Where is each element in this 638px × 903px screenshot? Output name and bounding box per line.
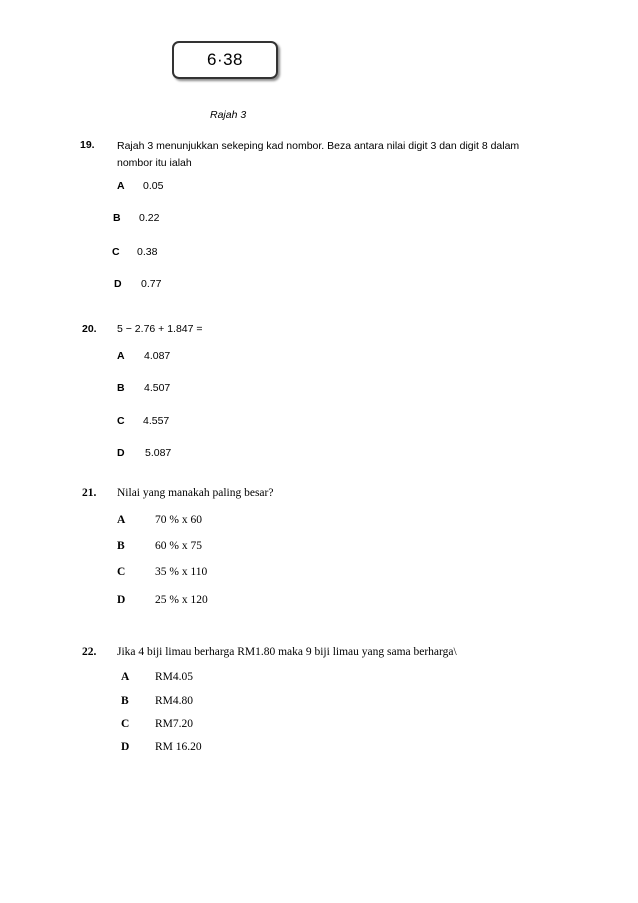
question-19-option-b-letter: B — [113, 212, 121, 224]
question-20-option-d-text: 5.087 — [145, 447, 172, 459]
question-21-option-c-letter: C — [117, 566, 126, 578]
question-19-option-c-text: 0.38 — [137, 246, 158, 258]
question-21-option-d-text: 25 % x 120 — [155, 594, 208, 606]
question-22-option-b-text: RM4.80 — [155, 695, 194, 707]
card-value: 6·38 — [206, 50, 244, 69]
question-20-option-d-letter: D — [117, 447, 125, 459]
question-22-option-c-letter: C — [121, 718, 130, 730]
number-card — [172, 41, 278, 79]
question-21-option-a-letter: A — [117, 514, 126, 526]
question-22-option-a-letter: A — [121, 671, 130, 683]
question-21-option-b-text: 60 % x 75 — [155, 540, 202, 552]
question-19-option-a-letter: A — [117, 180, 125, 192]
question-22-option-d-letter: D — [121, 741, 130, 753]
question-19-option-d-letter: D — [114, 278, 122, 290]
question-22-option-a-text: RM4.05 — [155, 671, 194, 683]
question-21-option-d-letter: D — [117, 594, 126, 606]
question-20-number: 20. — [82, 323, 97, 335]
question-22-number: 22. — [82, 646, 97, 658]
question-20-stem: 5 − 2.76 + 1.847 = — [117, 323, 203, 335]
question-22-option-d-text: RM 16.20 — [155, 741, 202, 753]
question-20-option-c-letter: C — [117, 415, 125, 427]
question-21-number: 21. — [82, 487, 97, 499]
question-19-option-d-text: 0.77 — [141, 278, 162, 290]
question-22-option-b-letter: B — [121, 695, 129, 707]
question-21-option-c-text: 35 % x 110 — [155, 566, 208, 578]
question-19-stem-line1: Rajah 3 menunjukkan sekeping kad nombor. Beza antara nilai digit 3 dan digit 8 dalam — [117, 140, 520, 152]
question-19-number: 19. — [80, 139, 95, 151]
question-22-stem: Jika 4 biji limau berharga RM1.80 maka 9 biji limau yang sama berharga\ — [117, 646, 457, 658]
question-21-option-b-letter: B — [117, 540, 125, 552]
question-19-option-a-text: 0.05 — [143, 180, 164, 192]
figure-caption: Rajah 3 — [210, 109, 247, 121]
question-20-option-a-letter: A — [117, 350, 125, 362]
question-22-option-c-text: RM7.20 — [155, 718, 194, 730]
question-19-option-c-letter: C — [112, 246, 120, 258]
question-20-option-c-text: 4.557 — [143, 415, 170, 427]
question-20-option-b-text: 4.507 — [144, 382, 171, 394]
question-21-stem: Nilai yang manakah paling besar? — [117, 487, 274, 499]
question-20-option-a-text: 4.087 — [144, 350, 171, 362]
question-19-stem-line2: nombor itu ialah — [117, 157, 192, 169]
question-20-option-b-letter: B — [117, 382, 125, 394]
question-21-option-a-text: 70 % x 60 — [155, 514, 202, 526]
question-19-option-b-text: 0.22 — [139, 212, 160, 224]
